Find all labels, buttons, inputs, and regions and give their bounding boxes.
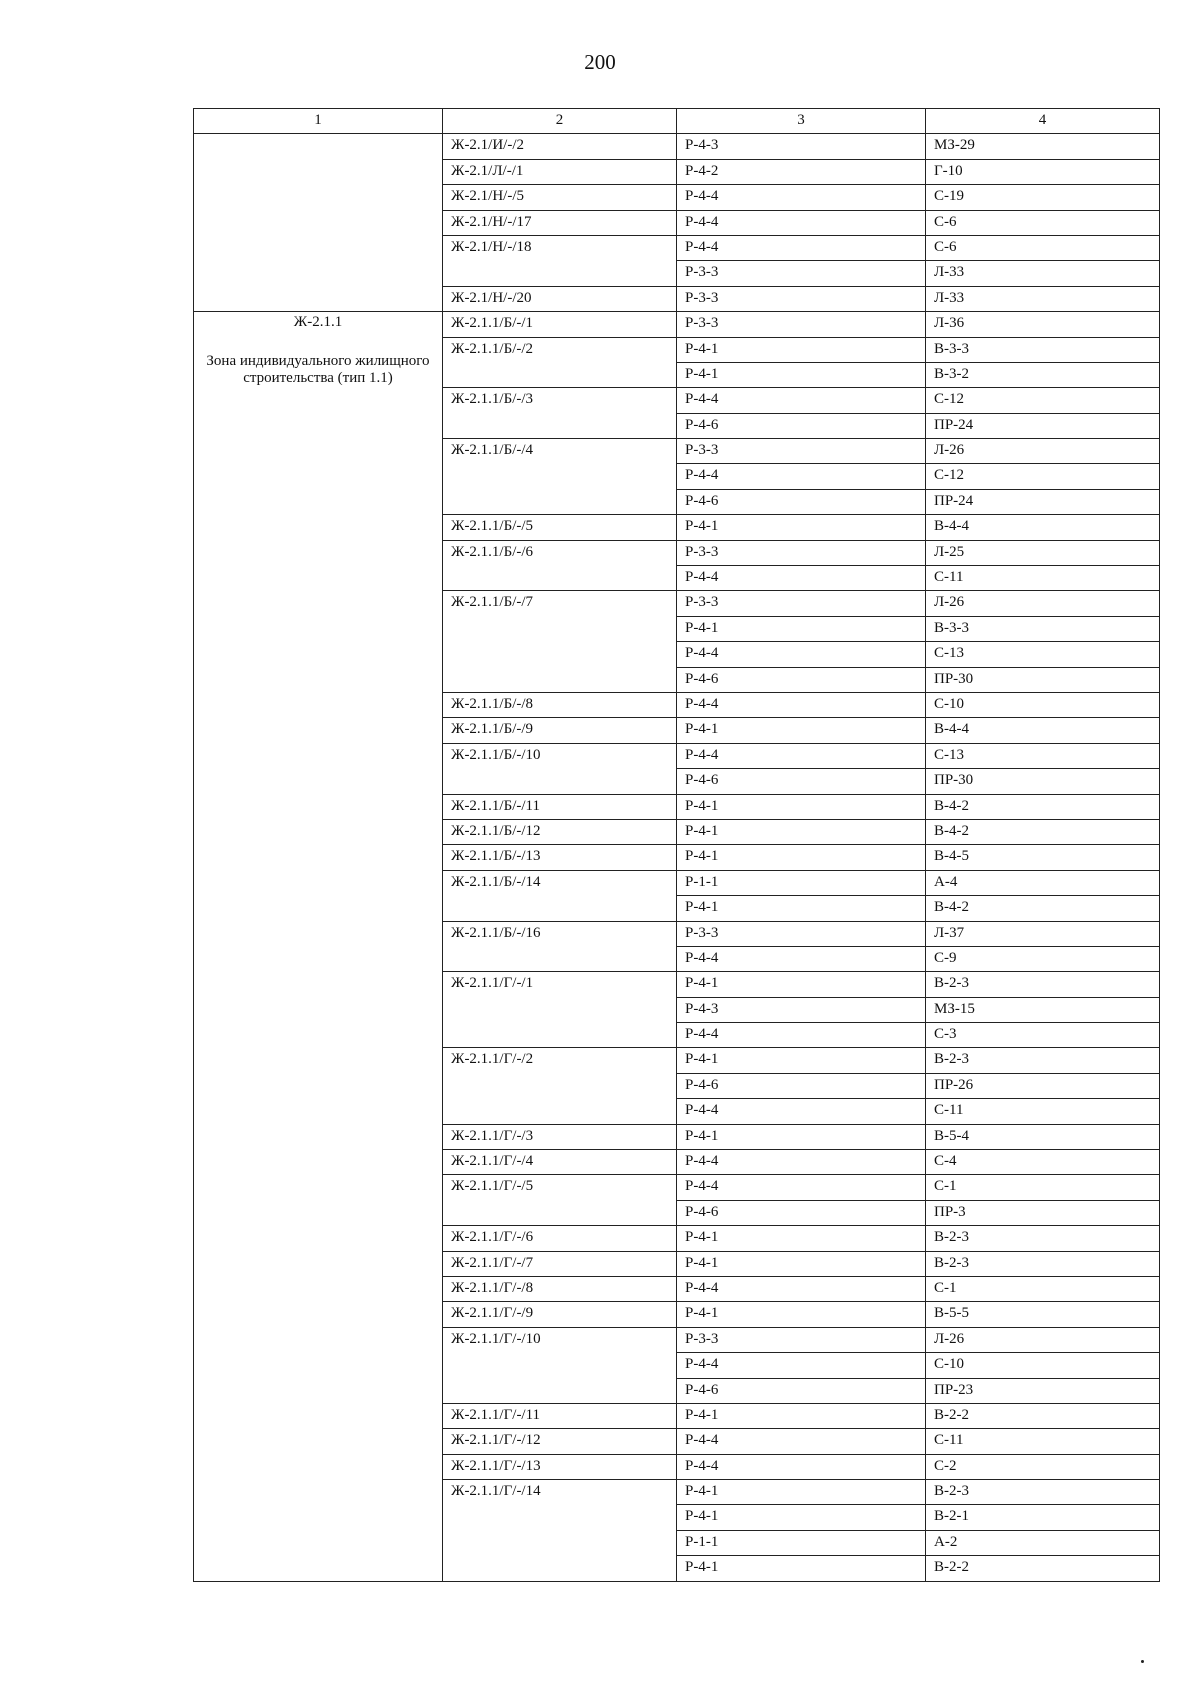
regulation-code-cell: Р-4-1: [677, 362, 926, 387]
regulation-code-cell: Р-3-3: [677, 540, 926, 565]
object-code-cell: В-2-2: [926, 1556, 1160, 1581]
object-code-cell: С-6: [926, 235, 1160, 260]
object-code-cell: С-12: [926, 464, 1160, 489]
regulation-code-cell: Р-4-1: [677, 896, 926, 921]
territory-code-cell: Ж-2.1.1/Б/-/1: [443, 312, 677, 337]
regulation-code-cell: Р-4-1: [677, 819, 926, 844]
territory-code-cell: Ж-2.1.1/Г/-/8: [443, 1276, 677, 1301]
territory-code-cell: Ж-2.1.1/Б/-/13: [443, 845, 677, 870]
territory-code-cell: Ж-2.1.1/Б/-/3: [443, 388, 677, 439]
object-code-cell: С-3: [926, 1023, 1160, 1048]
regulation-code-cell: Р-4-1: [677, 1403, 926, 1428]
table-row: [194, 312, 1160, 337]
territory-code-cell: Ж-2.1.1/Г/-/6: [443, 1226, 677, 1251]
page-number: 200: [584, 50, 616, 74]
object-code-cell: Л-26: [926, 439, 1160, 464]
regulation-code-cell: Р-4-4: [677, 1175, 926, 1200]
regulation-code-cell: Р-4-6: [677, 1073, 926, 1098]
zone-cell: [194, 312, 443, 1582]
object-code-cell: МЗ-15: [926, 997, 1160, 1022]
regulation-code-cell: Р-4-6: [677, 1378, 926, 1403]
object-code-cell: С-11: [926, 1429, 1160, 1454]
object-code-cell: МЗ-29: [926, 134, 1160, 159]
regulation-code-cell: Р-4-4: [677, 1099, 926, 1124]
object-code-cell: С-1: [926, 1175, 1160, 1200]
territory-code-cell: Ж-2.1.1/Г/-/2: [443, 1048, 677, 1124]
regulation-code-cell: Р-4-4: [677, 1276, 926, 1301]
object-code-cell: В-4-4: [926, 515, 1160, 540]
territory-code-cell: Ж-2.1.1/Б/-/6: [443, 540, 677, 591]
object-code-cell: ПР-26: [926, 1073, 1160, 1098]
territory-code-cell: Ж-2.1.1/Б/-/14: [443, 870, 677, 921]
regulation-code-cell: Р-4-6: [677, 667, 926, 692]
regulation-code-cell: Р-3-3: [677, 286, 926, 311]
regulation-code-cell: Р-4-4: [677, 1150, 926, 1175]
object-code-cell: В-5-5: [926, 1302, 1160, 1327]
territory-code-cell: Ж-2.1.1/Б/-/5: [443, 515, 677, 540]
object-code-cell: С-10: [926, 1353, 1160, 1378]
object-code-cell: ПР-24: [926, 489, 1160, 514]
object-code-cell: Л-37: [926, 921, 1160, 946]
regulation-code-cell: Р-4-4: [677, 1023, 926, 1048]
regulation-code-cell: Р-4-4: [677, 464, 926, 489]
regulation-code-cell: Р-4-4: [677, 388, 926, 413]
regulation-code-cell: Р-4-4: [677, 210, 926, 235]
object-code-cell: В-2-3: [926, 972, 1160, 997]
regulation-code-cell: Р-4-4: [677, 1353, 926, 1378]
regulation-code-cell: Р-4-1: [677, 718, 926, 743]
object-code-cell: С-11: [926, 566, 1160, 591]
regulation-code-cell: Р-4-3: [677, 997, 926, 1022]
object-code-cell: Л-33: [926, 261, 1160, 286]
object-code-cell: В-2-3: [926, 1048, 1160, 1073]
zoning-table: [193, 108, 1160, 1582]
regulation-code-cell: Р-4-1: [677, 1556, 926, 1581]
territory-code-cell: Ж-2.1.1/Б/-/16: [443, 921, 677, 972]
regulation-code-cell: Р-3-3: [677, 921, 926, 946]
object-code-cell: С-19: [926, 185, 1160, 210]
object-code-cell: ПР-23: [926, 1378, 1160, 1403]
territory-code-cell: Ж-2.1/Н/-/20: [443, 286, 677, 311]
territory-code-cell: Ж-2.1.1/Б/-/11: [443, 794, 677, 819]
header-row: [194, 109, 1160, 134]
regulation-code-cell: Р-3-3: [677, 591, 926, 616]
regulation-code-cell: Р-4-6: [677, 1200, 926, 1225]
territory-code-cell: Ж-2.1.1/Г/-/5: [443, 1175, 677, 1226]
regulation-code-cell: Р-4-4: [677, 566, 926, 591]
territory-code-cell: Ж-2.1.1/Б/-/7: [443, 591, 677, 693]
territory-code-cell: Ж-2.1.1/Г/-/9: [443, 1302, 677, 1327]
object-code-cell: С-1: [926, 1276, 1160, 1301]
column-header-1: 1: [194, 109, 443, 134]
regulation-code-cell: Р-4-1: [677, 1251, 926, 1276]
regulation-code-cell: Р-4-1: [677, 515, 926, 540]
object-code-cell: С-2: [926, 1454, 1160, 1479]
regulation-code-cell: Р-4-1: [677, 1226, 926, 1251]
regulation-code-cell: Р-3-3: [677, 439, 926, 464]
zone-code: Ж-2.1.1: [293, 314, 343, 331]
object-code-cell: С-9: [926, 946, 1160, 971]
regulation-code-cell: Р-4-4: [677, 185, 926, 210]
territory-code-cell: Ж-2.1.1/Г/-/3: [443, 1124, 677, 1149]
territory-code-cell: Ж-2.1.1/Г/-/4: [443, 1150, 677, 1175]
regulation-code-cell: Р-4-4: [677, 1454, 926, 1479]
regulation-code-cell: Р-4-1: [677, 337, 926, 362]
object-code-cell: В-4-2: [926, 794, 1160, 819]
territory-code-cell: Ж-2.1/Н/-/18: [443, 235, 677, 286]
regulation-code-cell: Р-3-3: [677, 1327, 926, 1352]
territory-code-cell: Ж-2.1/Н/-/5: [443, 185, 677, 210]
object-code-cell: А-4: [926, 870, 1160, 895]
scan-mark: [1141, 1660, 1144, 1663]
object-code-cell: ПР-30: [926, 667, 1160, 692]
territory-code-cell: Ж-2.1/И/-/2: [443, 134, 677, 159]
regulation-code-cell: Р-4-4: [677, 743, 926, 768]
object-code-cell: В-2-3: [926, 1251, 1160, 1276]
object-code-cell: Л-33: [926, 286, 1160, 311]
territory-code-cell: Ж-2.1.1/Б/-/8: [443, 692, 677, 717]
territory-code-cell: Ж-2.1.1/Б/-/4: [443, 439, 677, 515]
object-code-cell: С-4: [926, 1150, 1160, 1175]
territory-code-cell: Ж-2.1.1/Г/-/11: [443, 1403, 677, 1428]
regulation-code-cell: Р-4-1: [677, 845, 926, 870]
column-header-3: 3: [677, 109, 926, 134]
object-code-cell: В-4-2: [926, 896, 1160, 921]
territory-code-cell: Ж-2.1/Л/-/1: [443, 159, 677, 184]
regulation-code-cell: Р-4-4: [677, 1429, 926, 1454]
object-code-cell: В-5-4: [926, 1124, 1160, 1149]
object-code-cell: ПР-3: [926, 1200, 1160, 1225]
regulation-code-cell: Р-4-1: [677, 1480, 926, 1505]
regulation-code-cell: Р-1-1: [677, 1530, 926, 1555]
object-code-cell: В-3-3: [926, 616, 1160, 641]
regulation-code-cell: Р-4-1: [677, 972, 926, 997]
territory-code-cell: Ж-2.1.1/Б/-/12: [443, 819, 677, 844]
regulation-code-cell: Р-4-4: [677, 692, 926, 717]
zone-description: Зона индивидуального жилищного строительства (тип 1.1): [206, 353, 430, 387]
object-code-cell: В-4-2: [926, 819, 1160, 844]
regulation-code-cell: Р-4-1: [677, 616, 926, 641]
object-code-cell: ПР-30: [926, 769, 1160, 794]
regulation-code-cell: Р-1-1: [677, 870, 926, 895]
territory-code-cell: Ж-2.1.1/Б/-/2: [443, 337, 677, 388]
object-code-cell: Г-10: [926, 159, 1160, 184]
object-code-cell: В-3-2: [926, 362, 1160, 387]
object-code-cell: В-2-2: [926, 1403, 1160, 1428]
regulation-code-cell: Р-4-1: [677, 1505, 926, 1530]
object-code-cell: В-2-1: [926, 1505, 1160, 1530]
object-code-cell: С-13: [926, 642, 1160, 667]
territory-code-cell: Ж-2.1.1/Г/-/1: [443, 972, 677, 1048]
zone-cell: [194, 134, 443, 312]
territory-code-cell: Ж-2.1.1/Г/-/7: [443, 1251, 677, 1276]
territory-code-cell: Ж-2.1/Н/-/17: [443, 210, 677, 235]
territory-code-cell: Ж-2.1.1/Г/-/13: [443, 1454, 677, 1479]
object-code-cell: Л-36: [926, 312, 1160, 337]
territory-code-cell: Ж-2.1.1/Б/-/9: [443, 718, 677, 743]
regulation-code-cell: Р-4-6: [677, 489, 926, 514]
regulation-code-cell: Р-4-4: [677, 946, 926, 971]
object-code-cell: В-4-5: [926, 845, 1160, 870]
object-code-cell: А-2: [926, 1530, 1160, 1555]
regulation-code-cell: Р-4-4: [677, 642, 926, 667]
column-header-4: 4: [926, 109, 1160, 134]
object-code-cell: Л-26: [926, 591, 1160, 616]
regulation-code-cell: Р-3-3: [677, 312, 926, 337]
object-code-cell: С-10: [926, 692, 1160, 717]
object-code-cell: ПР-24: [926, 413, 1160, 438]
regulation-code-cell: Р-4-1: [677, 1124, 926, 1149]
regulation-code-cell: Р-4-6: [677, 413, 926, 438]
object-code-cell: С-11: [926, 1099, 1160, 1124]
territory-code-cell: Ж-2.1.1/Г/-/12: [443, 1429, 677, 1454]
territory-code-cell: Ж-2.1.1/Г/-/10: [443, 1327, 677, 1403]
object-code-cell: С-6: [926, 210, 1160, 235]
regulation-code-cell: Р-4-1: [677, 1048, 926, 1073]
object-code-cell: В-4-4: [926, 718, 1160, 743]
object-code-cell: Л-25: [926, 540, 1160, 565]
regulation-code-cell: Р-4-1: [677, 1302, 926, 1327]
column-header-2: 2: [443, 109, 677, 134]
regulation-code-cell: Р-4-4: [677, 235, 926, 260]
regulation-code-cell: Р-4-6: [677, 769, 926, 794]
object-code-cell: В-3-3: [926, 337, 1160, 362]
table-body: [194, 134, 1160, 1581]
territory-code-cell: Ж-2.1.1/Б/-/10: [443, 743, 677, 794]
regulation-code-cell: Р-4-3: [677, 134, 926, 159]
regulation-code-cell: Р-4-2: [677, 159, 926, 184]
object-code-cell: Л-26: [926, 1327, 1160, 1352]
regulation-code-cell: Р-4-1: [677, 794, 926, 819]
object-code-cell: В-2-3: [926, 1226, 1160, 1251]
object-code-cell: В-2-3: [926, 1480, 1160, 1505]
territory-code-cell: Ж-2.1.1/Г/-/14: [443, 1480, 677, 1582]
object-code-cell: С-13: [926, 743, 1160, 768]
object-code-cell: С-12: [926, 388, 1160, 413]
regulation-code-cell: Р-3-3: [677, 261, 926, 286]
table-row: [194, 134, 1160, 159]
